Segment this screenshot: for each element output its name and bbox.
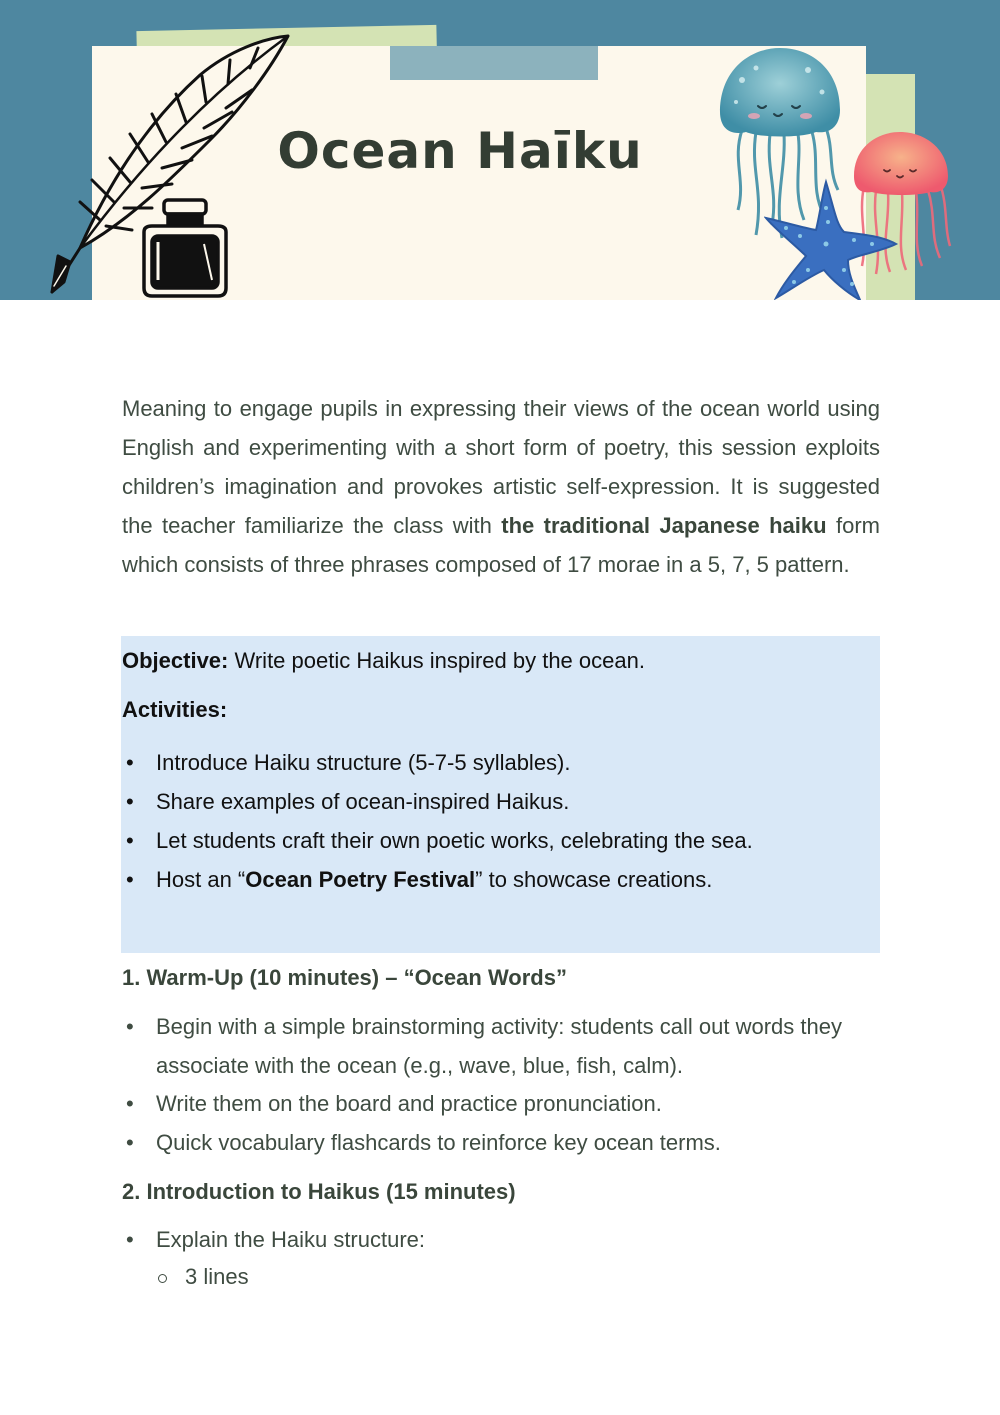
warmup-heading: 1. Warm-Up (10 minutes) – “Ocean Words” [122, 965, 567, 990]
page-title: Ocean Haīku [277, 122, 643, 180]
introduction-heading: 2. Introduction to Haikus (15 minutes) [122, 1179, 516, 1204]
objective-label: Objective: [122, 648, 229, 673]
festival-text-end: ” to showcase creations. [475, 867, 713, 892]
tape-strip [390, 46, 598, 80]
intro-paragraph [122, 389, 880, 584]
sub-list-item-text: 3 lines [185, 1264, 249, 1289]
starfish-icon [764, 178, 900, 300]
festival-text-start: Host an “ [156, 867, 246, 892]
sub-list-item [158, 1264, 249, 1290]
intro-text-end: form which consists of three phrases composed of 17 morae in a 5, 7, 5 pattern. [122, 513, 880, 577]
list-item: • Introduce Haiku structure (5-7-5 syllables). [122, 743, 862, 782]
circle-bullet-icon [158, 1274, 167, 1283]
list-item: • Share examples of ocean-inspired Haikus. [122, 782, 862, 821]
list-item: • Begin with a simple brainstorming activity: students call out words they associate with the ocean (e.g., wave, blue, fish, calm). [122, 1008, 882, 1085]
activities-label: Activities: [122, 697, 228, 722]
inkwell-icon [134, 196, 236, 300]
list-item: • Explain the Haiku structure: [122, 1221, 882, 1260]
header-banner [0, 0, 1000, 300]
list-item [122, 860, 862, 899]
list-item: • Write them on the board and practice pronunciation. [122, 1085, 882, 1124]
objective-text: Write poetic Haikus inspired by the ocean. [228, 648, 645, 673]
warmup-list [122, 1008, 882, 1162]
list-item: • Quick vocabulary flashcards to reinforce key ocean terms. [122, 1124, 882, 1163]
list-item: • Let students craft their own poetic works, celebrating the sea. [122, 821, 862, 860]
intro-emphasis: the traditional Japanese haiku [501, 513, 827, 538]
introduction-list [122, 1221, 882, 1260]
festival-name: Ocean Poetry Festival [245, 867, 476, 892]
activities-list [122, 743, 862, 899]
intro-text-start: Meaning to engage pupils in expressing their views of the ocean world using English and experimenting with a short form of poetry, this session exploits children’s imagination and provokes artistic self-expression. It is suggested the teacher familiarize the class with [122, 396, 880, 538]
objective-line [122, 648, 645, 674]
